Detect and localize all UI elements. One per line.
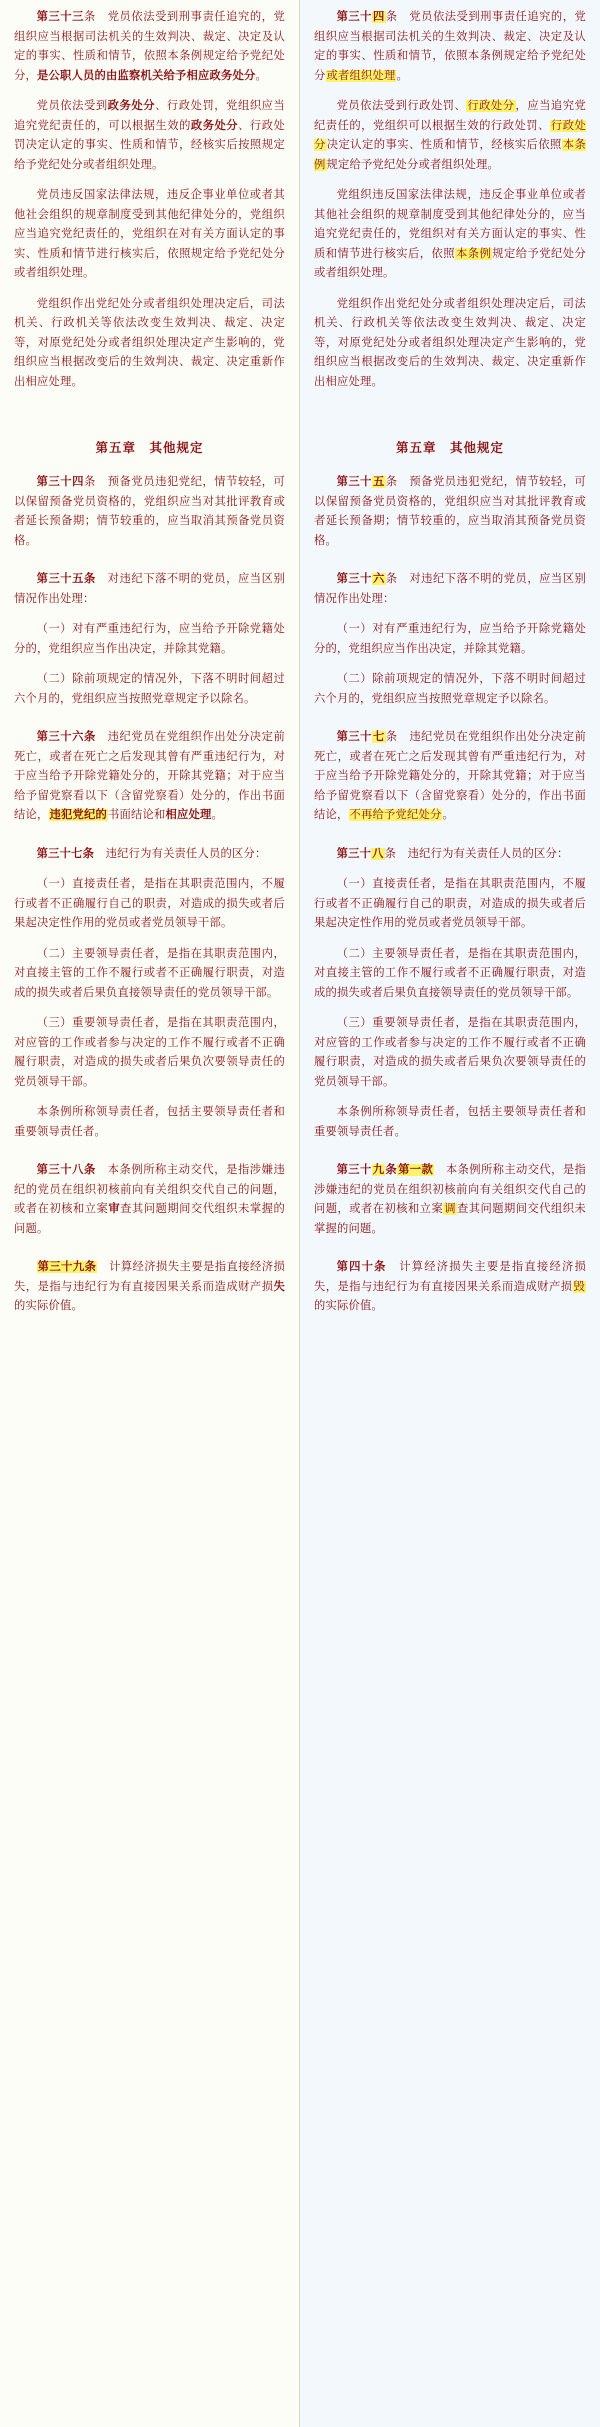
text-run: 本条例所称领导责任者，包括主要领导责任者和重要领导责任者。 [14,1106,285,1138]
emphasis-run: 三 [72,11,84,23]
emphasis-run: 条 [374,1261,387,1273]
text-run: 。 [442,809,454,821]
text-run: 本条例所称领导责任者，包括主要领导责任者和重要领导责任者。 [314,1106,586,1138]
right-spacer-4 [314,837,586,845]
left-para-3 [14,186,285,284]
article-37-closing [14,1103,285,1142]
text-run: ，应当追究党纪责任的，党组织可以根据生效的行政处罚、 [314,100,587,132]
text-run: 。 [211,809,223,821]
article-38 [14,1161,285,1239]
text-run: （一）对有严重违纪行为，应当给予开除党籍处分的，党组织应当作出决定，并除其党籍。 [314,623,586,655]
article-35-item-1 [14,620,285,659]
text-run: （一）直接责任者，是指在其职责范围内，不履行或者不正确履行自己的职责，对造成的损失或者后果起决定性作用的党员或者党员领导干部。 [314,878,586,929]
text-run: （一）对有严重违纪行为，应当给予开除党籍处分的，党组织应当作出决定，并除其党籍。 [14,623,285,655]
emphasis-run: 违犯党纪的 [49,809,107,821]
emphasis-run: 或者组织处理 [326,69,396,82]
article-37-item-3 [14,1014,285,1092]
emphasis-run: 第三十六条 [36,731,108,743]
text-run: （二）除前项规定的情况外，下落不明时间超过六个月的，党组织应当按照党章规定予以除名。 [314,673,586,705]
emphasis-run: 第三十 [336,476,372,488]
text-run: 条 对违纪下落不明的党员，应当区别情况作出处理： [314,573,586,605]
right-spacer-2 [314,562,586,570]
emphasis-run: 行政处分 [314,119,586,151]
emphasis-run: 第三十 [36,11,73,23]
emphasis-run: 第三十 [336,573,372,585]
text-run: 条 党员依法受到刑事责任追究的，党组织应当根据司法机关的生效判决、裁定、决定及认定的事实、性质和情节，依照本条例规定给予党纪处分， [14,11,286,82]
text-run: 违纪行为有关责任人员的区分： [105,847,267,860]
text-run: 规定给予党纪处分或者组织处理。 [314,247,586,279]
article-33 [14,8,285,86]
emphasis-run: 失 [273,1280,285,1293]
emphasis-run: 审 [108,1203,121,1215]
right-para-3 [314,186,586,284]
left-spacer-1 [14,403,285,419]
left-spacer-4 [14,837,285,845]
text-run: 决定认定的事实、性质和情节，经核实后依照 [326,139,562,151]
text-run: 计算经济损失主要是指直接经济损失，是指与违纪行为有直接因果关系而造成财产损 [314,1261,586,1293]
right-spacer-5 [314,1153,586,1161]
text-run: 本条例所称主动交代，是指涉嫌违纪的党员在组织初核前向有关组织交代自己的问题，或者在初核和立案 [14,1164,285,1215]
text-run: 查其问题期间交代组织未掌握的问题。 [14,1203,285,1235]
emphasis-run: 第三十五条 [36,573,108,585]
article-37 [14,845,285,865]
right-spacer-6 [314,1250,586,1258]
text-run: （二）主要领导责任者，是指在其职责范围内，对直接主管的工作不履行或者不正确履行职责，对造成的损失或者后果负直接领导责任的党员领导干部。 [14,947,285,999]
article-35 [14,570,285,609]
emphasis-run: 第四十 [336,1261,375,1273]
article-34-right [314,8,586,86]
emphasis-run: 八 [372,847,384,860]
text-run: 本条例所称主动交代，是指涉嫌违纪的党员在组织初核前向有关组织交代自己的问题，或者在初核和立案 [314,1164,587,1215]
text-run: （二）主要领导责任者，是指在其职责范围内，对直接主管的工作不履行或者不正确履行职责，对造成的损失或者后果负直接领导责任的党员领导干部。 [314,947,586,999]
text-run: 违纪党员在党组织作出处分决定前死亡，或者在死亡之后发现其曾有严重违纪行为，对于应当给予开除党籍处分的，开除其党籍；对于应当给予留党察看以下（含留党察看）处分的，作出书面结论， [14,731,285,821]
emphasis-run: 四 [372,11,385,23]
left-spacer-2 [14,562,285,570]
emphasis-run: 第三十 [336,731,372,743]
article-37-right [314,728,586,826]
text-run: （三）重要领导责任者，是指在其职责范围内，对应管的工作或者参与决定的工作不履行或者不正确履行职责，对造成的损失或者后果负次要领导责任的党员领导干部。 [14,1017,285,1088]
article-36-right-item-2 [314,670,586,709]
article-36-right-item-1 [314,620,586,659]
article-35-item-2 [14,670,285,709]
text-run: 党组织违反国家法律法规，违反企事业单位或者其他社会组织的规章制度受到其他纪律处分的，应当追究党纪责任的，党组织对有关方面认定的事实、性质和情节进行核实后，依照 [314,189,586,260]
text-run: 。 [255,69,267,82]
emphasis-run: 第三十九条 [37,1261,97,1273]
emphasis-run: 第三十八条 [36,1164,108,1176]
column-right-revised [300,0,600,2427]
article-39 [14,1258,285,1317]
left-para-2 [14,97,285,175]
text-run: 党员依法受到行政处罚、 [336,100,467,112]
emphasis-run: 调 [444,1203,456,1215]
text-run: 的实际价值。 [314,1300,383,1312]
text-run: 规定给予党纪处分或者组织处理。 [326,158,499,171]
text-run: 计算经济损失主要是指直接经济损失，是指与违纪行为有直接因果关系而造成财产损 [14,1261,285,1293]
text-run: 党员违反国家法律法规，违反企事业单位或者其他社会组织的规章制度受到其他纪律处分的，党组织应当追究党纪责任的，党组织在对有关方面认定的事实、性质和情节进行核实后，依照规定给予党纪处分或者组织处理。 [14,189,285,279]
text-run: 查其问题期间交代组织未掌握的问题。 [314,1203,586,1235]
emphasis-run: 第三十 [36,476,73,488]
article-38-right-item-3 [314,1014,586,1092]
text-run: 条 违纪党员在党组织作出处分决定前死亡，或者在死亡之后发现其曾有严重违纪行为，对于应当给予开除党籍处分的，开除其党籍；对于应当给予留党察看以下（含留党察看）处分的，作出书面结论， [314,731,586,821]
article-38-right-item-1 [314,875,586,934]
article-36-right [314,570,586,609]
article-34 [14,473,285,551]
text-run: （二）除前项规定的情况外，下落不明时间超过六个月的，党组织应当按照党章规定予以除名。 [14,673,285,705]
article-37-item-1 [14,875,285,934]
text-run: 对违纪下落不明的党员，应当区别情况作出处理： [14,573,285,605]
left-spacer-3 [14,720,285,728]
article-40-right [314,1258,586,1317]
emphasis-run: 毁 [573,1280,585,1293]
text-run: 、行政处罚，党组织应当追究党纪责任的，可以根据生效的 [14,100,286,132]
left-spacer-6 [14,1250,285,1258]
emphasis-run: 六 [372,573,385,585]
left-para-4 [14,295,285,393]
article-35-right [314,473,586,551]
text-run: 党组织作出党纪处分或者组织处理决定后，司法机关、行政机关等依法改变生效判决、裁定、决定等，对原党纪处分或者组织处理决定产生影响的，党组织应当根据改变后的生效判决、裁定、决定重新作出相应处理。 [314,297,586,388]
left-spacer-5 [14,1153,285,1161]
emphasis-run: 政务处分 [190,119,239,132]
emphasis-run: 四 [72,476,84,488]
emphasis-run: 行政处分 [467,100,515,112]
article-38-right [314,845,586,865]
right-para-2 [314,97,586,175]
right-spacer-1 [314,403,586,419]
emphasis-run: 第三十 [336,11,372,23]
article-37-item-2 [14,945,285,1004]
article-39-right [314,1161,586,1239]
text-run: （一）直接责任者，是指在其职责范围内，不履行或者不正确履行自己的职责，对造成的损失或者后果起决定性作用的党员或者党员领导干部。 [14,878,285,929]
article-36 [14,728,285,826]
emphasis-run: 第一款 [398,1164,434,1176]
right-spacer-3 [314,720,586,728]
text-run: 。 [396,69,408,82]
emphasis-run: 相应处理 [165,809,212,821]
text-run: （三）重要领导责任者，是指在其职责范围内，对应管的工作或者参与决定的工作不履行或者不正确履行职责，对造成的损失或者后果负次要领导责任的党员领导干部。 [314,1017,586,1088]
text-run: 条 预备党员违犯党纪，情节较轻，可以保留预备党员资格的，党组织应当对其批评教育或者延长预备期；情节较重的，应当取消其预备党员资格。 [314,476,586,547]
emphasis-run: 本条例 [456,247,492,260]
article-38-right-item-2 [314,945,586,1004]
emphasis-run: 条 [385,1164,398,1176]
text-run: 条 党员依法受到刑事责任追究的，党组织应当根据司法机关的生效判决、裁定、决定及认定的事实、性质和情节，依照本条例规定给予党纪处分 [314,11,586,82]
text-run: 条 预备党员违犯党纪，情节较轻，可以保留预备党员资格的，党组织应当对其批评教育或者延长预备期；情节较重的，应当取消其预备党员资格。 [14,476,286,547]
emphasis-run: 本条例 [314,139,586,171]
text-run: 、行政处罚决定认定的事实、性质和情节，经核实后按照规定给予党纪处分或者组织处理。 [14,119,285,171]
emphasis-run: 第三十 [336,847,372,860]
emphasis-run: 政务处分 [107,100,156,112]
emphasis-run: 七 [372,731,385,743]
article-38-right-closing [314,1103,586,1142]
text-run: 党员依法受到 [36,100,108,112]
emphasis-run: 九 [372,1164,385,1176]
emphasis-run: 第三十 [336,1164,372,1176]
emphasis-run: 五 [372,476,385,488]
text-run: 条 违纪行为有关责任人员的区分： [384,847,569,860]
text-run: 的实际价值。 [14,1300,83,1312]
chapter-5-heading-right: 第五章 其他规定 [395,441,504,455]
emphasis-run: 第三十七条 [36,847,106,860]
text-run: 党组织作出党纪处分或者组织处理决定后，司法机关、行政机关等依法改变生效判决、裁定、决定等，对原党纪处分或者组织处理决定产生影响的，党组织应当根据改变后的生效判决、裁定、决定重新作出相应处理。 [14,297,285,388]
emphasis-run: 是公职人员的由监察机关给予相应政务处分 [37,69,256,82]
chapter-5-heading-left: 第五章 其他规定 [95,441,204,455]
emphasis-run: 不再给予党纪处分 [349,809,442,821]
right-para-4 [314,295,586,393]
text-run: 书面结论和 [108,809,166,821]
